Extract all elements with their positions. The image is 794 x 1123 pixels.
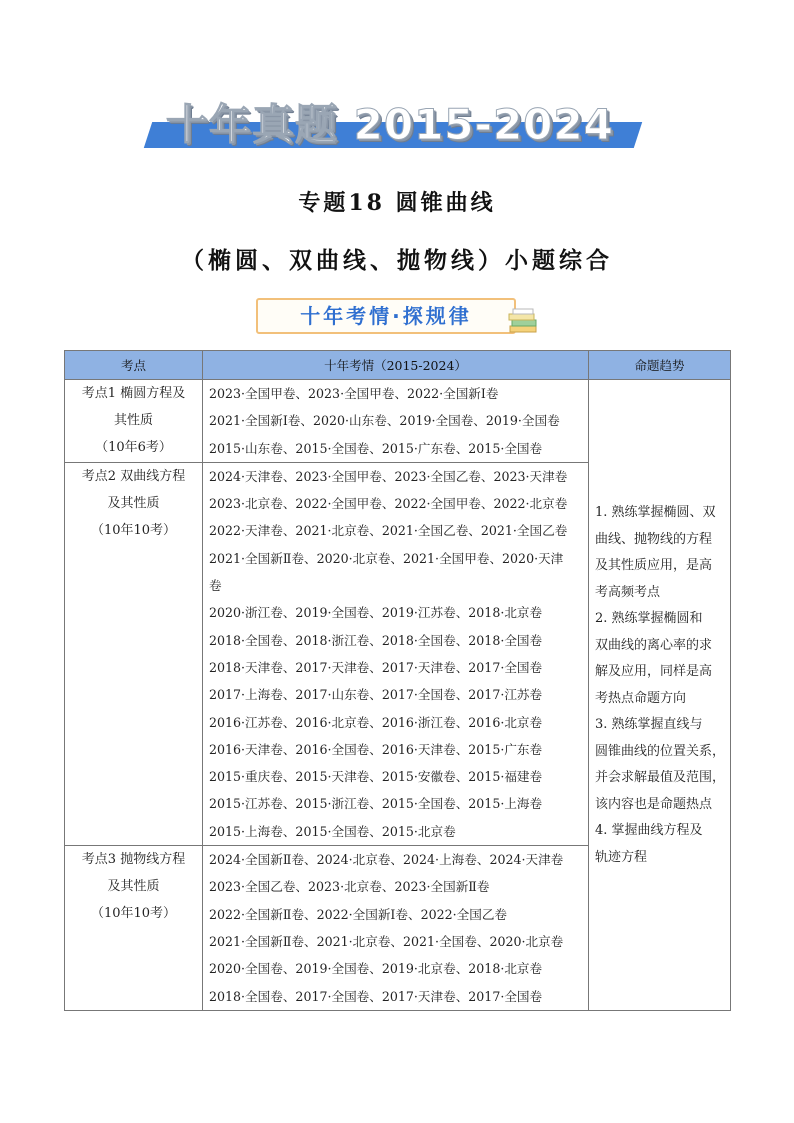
point-title-cont: 及其性质 [107, 495, 160, 511]
trend-line: 该内容也是命题热点 [595, 796, 713, 812]
trend-line: 3. 熟练掌握直线与 [595, 717, 703, 732]
exam-line: 2016·天津卷、2016·全国卷、2016·天津卷、2015·广东卷 [209, 741, 543, 757]
exam-line: 2022·全国新Ⅱ卷、2022·全国新Ⅰ卷、2022·全国乙卷 [209, 906, 508, 922]
exam-line: 2015·重庆卷、2015·天津卷、2015·安徽卷、2015·福建卷 [209, 769, 543, 785]
title-banner [148, 92, 648, 156]
trend-line: 考热点命题方向 [595, 690, 687, 706]
exam-line: 2015·上海卷、2015·全国卷、2015·北京卷 [209, 823, 456, 839]
trend-line: 2. 熟练掌握椭圆和 [595, 611, 703, 626]
exam-line: 2023·北京卷、2022·全国甲卷、2022·全国甲卷、2022·北京卷 [209, 496, 568, 512]
section-badge [256, 296, 526, 334]
exam-line: 2015·山东卷、2015·全国卷、2015·广东卷、2015·全国卷 [209, 440, 543, 456]
books-icon [506, 306, 540, 336]
trend-line: 轨迹方程 [595, 849, 648, 865]
point-title-cont: 及其性质 [107, 879, 160, 895]
exams-cell [203, 462, 589, 845]
trend-line: 圆锥曲线的位置关系， [595, 743, 726, 759]
topic-subtitle: （椭圆、双曲线、抛物线）小题综合 [181, 247, 613, 274]
trend-line: 双曲线的离心率的求 [595, 637, 713, 653]
point-count: （10年10考） [90, 522, 177, 538]
point-count: （10年10考） [90, 906, 177, 922]
point-cell [65, 846, 203, 1011]
exam-line: 2016·江苏卷、2016·北京卷、2016·浙江卷、2016·北京卷 [209, 714, 543, 730]
exam-line: 2020·浙江卷、2019·全国卷、2019·江苏卷、2018·北京卷 [209, 605, 543, 621]
header-trend: 命题趋势 [589, 351, 731, 380]
trend-line: 考高频考点 [595, 584, 661, 600]
exam-line: 2022·天津卷、2021·北京卷、2021·全国乙卷、2021·全国乙卷 [209, 523, 568, 539]
exams-cell [203, 846, 589, 1011]
exam-line: 2021·全国新Ⅱ卷、2021·北京卷、2021·全国卷、2020·北京卷 [209, 933, 564, 949]
table-row [65, 380, 731, 463]
point-count: （10年6考） [95, 440, 172, 455]
badge-label: 十年考情·探规律 [256, 298, 516, 334]
exams-cell [203, 380, 589, 463]
point-cell [65, 462, 203, 845]
exam-line: 2021·全国新Ⅱ卷、2020·北京卷、2021·全国甲卷、2020·天津 [209, 550, 564, 566]
exam-line: 2023·全国甲卷、2023·全国甲卷、2022·全国新Ⅰ卷 [209, 386, 499, 401]
exam-line: 2018·全国卷、2018·浙江卷、2018·全国卷、2018·全国卷 [209, 632, 543, 648]
exam-line: 2015·江苏卷、2015·浙江卷、2015·全国卷、2015·上海卷 [209, 796, 543, 812]
exam-line: 2024·全国新Ⅱ卷、2024·北京卷、2024·上海卷、2024·天津卷 [209, 852, 564, 868]
trend-line: 及其性质应用，是高 [595, 558, 713, 573]
exam-line: 2020·全国卷、2019·全国卷、2019·北京卷、2018·北京卷 [209, 961, 543, 977]
trend-line: 曲线、抛物线的方程 [595, 531, 713, 547]
trend-line: 1. 熟练掌握椭圆、双 [595, 505, 716, 520]
exam-line: 2024·天津卷、2023·全国甲卷、2023·全国乙卷、2023·天津卷 [209, 468, 568, 484]
exam-line: 2017·上海卷、2017·山东卷、2017·全国卷、2017·江苏卷 [209, 687, 543, 703]
exam-line: 2023·全国乙卷、2023·北京卷、2023·全国新Ⅱ卷 [209, 879, 490, 895]
banner-title: 十年真题 2015-2024 [166, 100, 614, 149]
header-point: 考点 [65, 351, 203, 380]
point-title: 考点3 抛物线方程 [81, 852, 186, 868]
trend-line: 并会求解最值及范围， [595, 770, 726, 785]
topic-title: 专题18 圆锥曲线 [298, 190, 496, 216]
table-header-row [65, 351, 731, 380]
point-title: 考点1 椭圆方程及 [81, 386, 186, 401]
point-title: 考点2 双曲线方程 [81, 468, 186, 484]
exam-table [64, 350, 731, 1011]
exam-line: 卷 [209, 578, 222, 594]
exam-line: 2018·全国卷、2017·全国卷、2017·天津卷、2017·全国卷 [209, 988, 543, 1004]
point-cell [65, 380, 203, 463]
exam-line: 2018·天津卷、2017·天津卷、2017·天津卷、2017·全国卷 [209, 659, 543, 675]
trend-line: 4. 掌握曲线方程及 [595, 823, 703, 838]
trend-cell [589, 380, 731, 1011]
header-exams: 十年考情（2015-2024） [203, 351, 589, 380]
exam-line: 2021·全国新Ⅰ卷、2020·山东卷、2019·全国卷、2019·全国卷 [209, 413, 560, 429]
trend-line: 解及应用，同样是高 [595, 664, 713, 679]
point-title-cont: 其性质 [113, 413, 153, 428]
